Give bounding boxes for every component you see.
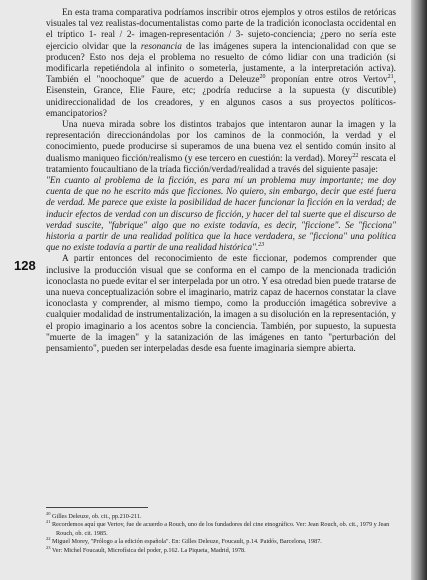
paragraph-1-text-d: , Eisenstein, Grance, Elie Faure, etc; ¿podría reducirse a la supuesta (y discutible) unidireccionalidad de los creadores, y en algunos casos a sus proyectos políticos-emancipatorios? — [46, 75, 396, 119]
footnote-22 — [46, 538, 402, 546]
footnote-ref-23: 23 — [258, 242, 265, 249]
footnote-ref-21: 21 — [387, 74, 394, 81]
footnote-number: 23 — [46, 544, 51, 550]
footnote-text: Miguel Morey, "Prólogo a la edición española". En: Gilles Deleuze, Foucault, p.14. Paidós, Barcelona, 1987. — [52, 538, 322, 546]
footnote-ref-22: 22 — [352, 152, 359, 159]
footnote-text: Gilles Deleuze, ob. cit., pp.210-211. — [52, 513, 142, 520]
paragraph-1 — [46, 8, 396, 120]
footnote-text: Ver: Michel Foucault, Microfísica del poder, p.162. La Piqueta, Madrid, 1978. — [51, 546, 246, 554]
paragraph-1-emphasis: resonancia — [140, 41, 182, 52]
quote-text: "En cuanto al problema de la ficción, es para mí un problema muy importante; me doy cuenta de que no he escrito más que ficciones. No quiero, sin embargo, decir que esté fuera de verdad. Me parece que existe la posibilidad de hacer funcionar la ficción en la verdad; de inducir efectos de verdad con un discurso de ficción, y hacer del tal suerte que el discurso de verdad suscite, "fabrique" algo que no existe todavía, es decir, "ficcione". Se "ficciona" historia a partir de una realidad política que la hace verdadera, se "ficciona" una política que no existe todavía a partir de una realidad histórica". — [46, 176, 396, 254]
paragraph-2-text-b: rescata el tratamiento foucaultiano de la tríada ficción/verdad/realidad a través del siguiente pasaje: — [46, 153, 396, 175]
footnotes — [46, 510, 402, 555]
paragraph-1-text-c: proponían entre otros Vertov — [265, 75, 388, 86]
paragraph-2 — [46, 120, 396, 176]
page-number: 128 — [14, 258, 36, 273]
footnote-number: 20 — [46, 510, 51, 516]
footnote-ref-20: 20 — [259, 74, 266, 81]
paragraph-3 — [46, 254, 396, 355]
footnote-23 — [46, 544, 402, 555]
footnote-number: 21 — [46, 519, 51, 525]
page-binding-shadow — [411, 0, 427, 580]
block-quote — [46, 176, 396, 254]
paragraph-1-text-b: de las imágenes supera la intencionalidad con que se producen? Esto nos deja el problema no resuelto de cómo lidiar con una tradición (si modificarla repetiéndola al infinito o someterla, justamente, a la interpretación activa). También el "noochoque" que de acuerdo a Deleuze — [46, 41, 396, 86]
footnote-21 — [46, 521, 402, 538]
paragraph-3-text: A partir entonces del reconocimiento de este ficcionar, podemos comprender que inclusive la producción visual que se conforma en el campo de la mencionada tradición iconoclasta no puede evitar el ser interpelada por un otro. Y esa otredad bien puede tratarse de una nueva conceptualización sobre el imaginario, matriz capaz de hacernos constatar la clave iconoclasta y comprender, al mismo tiempo, como la producción imagética sobrevive a cualquier modalidad de instrumentalización, la imagen a su disolución en la representación, y el propio imaginario a los acentos sobre la conciencia. También, por supuesto, la supuesta "muerte de la imagen" y la satanización de las imágenes en tanto "perturbación del pensamiento", pueden ser interpeladas desde esa fuente imaginaria siempre abierta. — [46, 254, 396, 355]
paragraph-2-text-a: Una nueva mirada sobre los distintos trabajos que intentaron aunar la imagen y la representación direccionándolas por los caminos de la conmoción, la verdad y el conocimiento, puede producirse si superamos de una buena vez el sentido común insito al dualismo maniqueo ficción/realismo (y ese tercero en cuestión: la verdad). Morey — [46, 120, 396, 164]
footnote-number: 22 — [46, 536, 51, 542]
footnote-text: Recordemos aquí que Vertov, fue de acuerdo a Rouch, uno de los fundadores del cine etnográfico. Ver: Jean Rouch, ob. cit., 1979 y Jean Rouch, ob. cit. 1985. — [52, 521, 390, 537]
footnote-divider — [46, 507, 148, 508]
main-text — [46, 8, 396, 355]
paragraph-1-text-a: En esta trama comparativa podríamos inscribir otros ejemplos y otros estilos de retóricas visuales tal vez realistas-documentalistas como parte de la tradición iconoclasta occidental en el tríptico 1- real / 2- imagen-representación / 3- sujeto-conciencia; ¿pero no sería este ejercicio olvidar que la — [46, 8, 396, 52]
